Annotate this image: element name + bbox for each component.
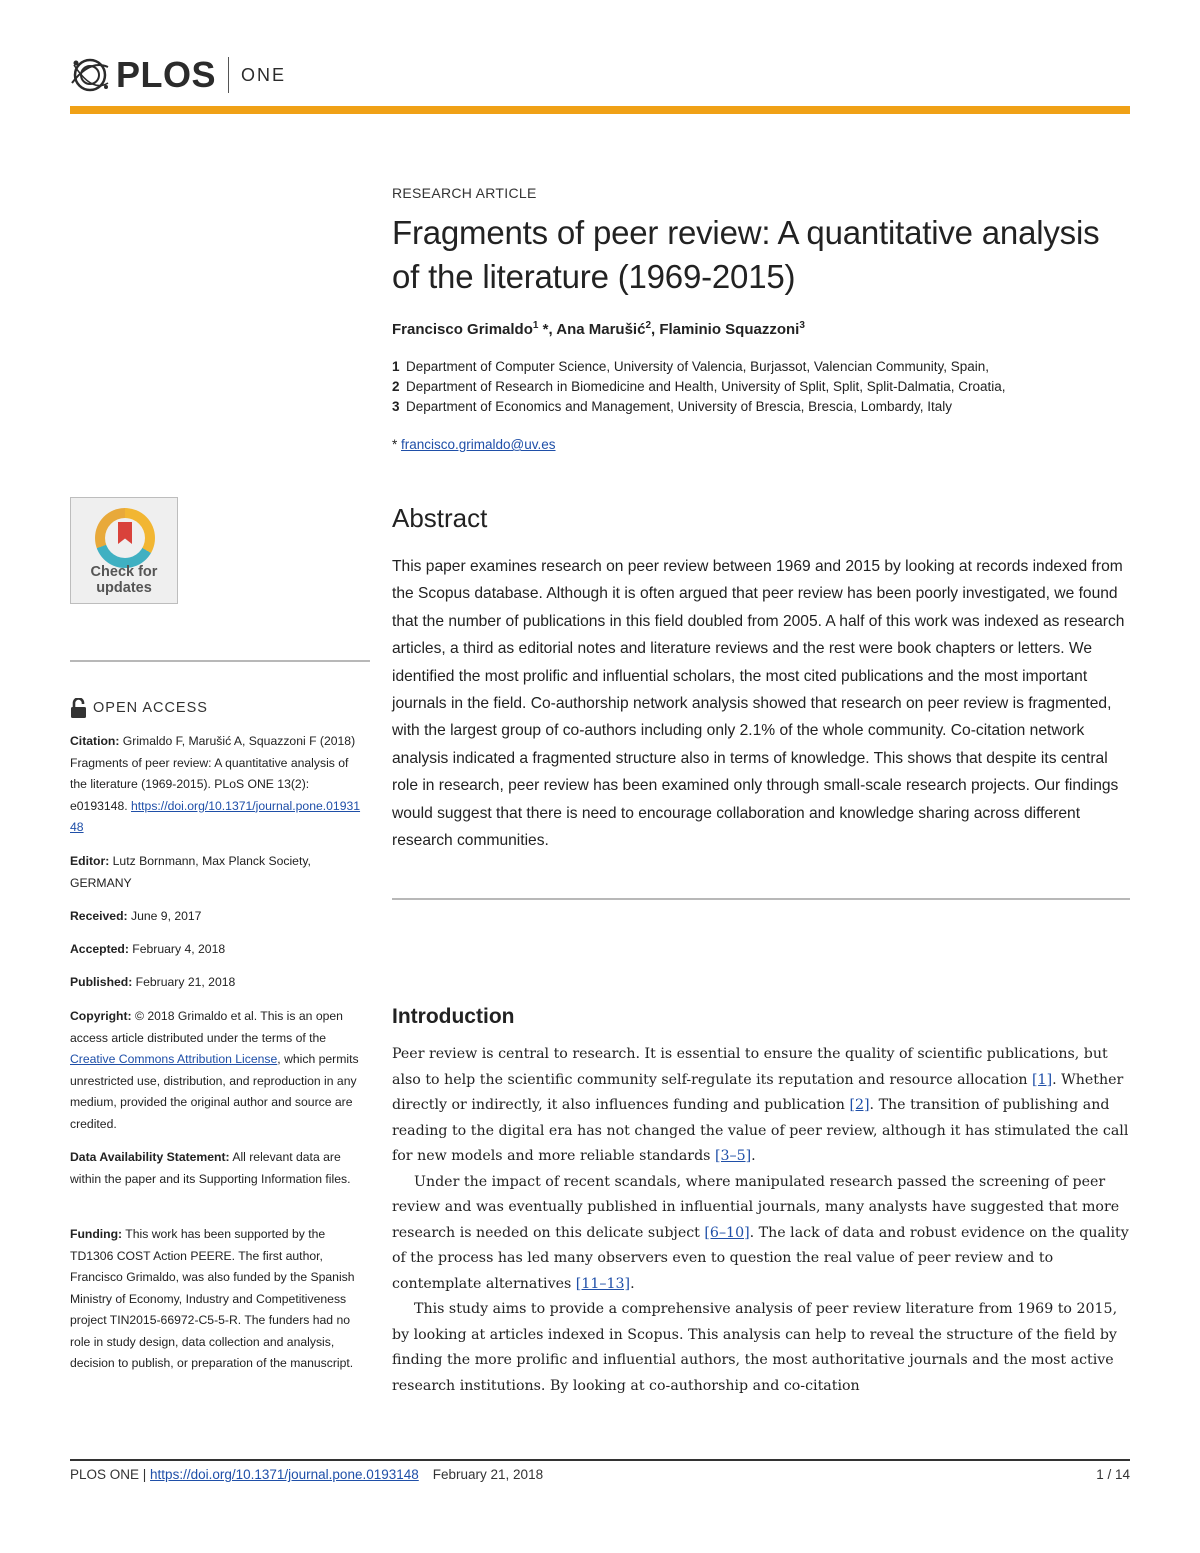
author-separator: *,	[538, 321, 557, 338]
article-title: Fragments of peer review: A quantitative analysis of the literature (1969-2015)	[392, 214, 1100, 295]
intro-text-run: Peer review is central to research. It is essential to ensure the quality of scientific publications, but also to help the scientific community self-regulate its reputation and resource allocation	[392, 1046, 1108, 1088]
author-affil-sup: 2	[645, 320, 651, 331]
corresponding-email-link[interactable]: francisco.grimaldo@uv.es	[401, 437, 556, 452]
header-accent-bar	[70, 106, 1130, 114]
check-for-updates-badge[interactable]	[70, 497, 178, 604]
introduction-heading: Introduction	[392, 1005, 515, 1028]
copyright-block	[70, 1006, 365, 1135]
badge-label-line: Check for	[90, 564, 158, 580]
accepted-date: February 4, 2018	[128, 942, 226, 956]
license-link[interactable]: Creative Commons Attribution License	[70, 1052, 278, 1066]
page-footer	[70, 1467, 1130, 1482]
published-block	[70, 972, 365, 994]
abstract-divider	[392, 898, 1130, 900]
intro-text-run: .	[630, 1275, 635, 1292]
corresponding-author	[392, 437, 1132, 452]
intro-paragraph	[392, 1297, 1132, 1399]
badge-label-line: updates	[96, 580, 152, 596]
affiliation-number: 1	[392, 359, 400, 374]
affiliation-list	[392, 357, 1132, 417]
abstract-heading: Abstract	[392, 503, 488, 533]
open-access-label	[70, 697, 208, 719]
footer-separator: |	[139, 1467, 151, 1482]
author-affil-sup: 3	[799, 320, 805, 331]
intro-text-run: Under the impact of recent scandals, where manipulated research passed the screening of peer review and was eventually published in influential journals, many analysts have suggested that more research is needed on this delicate subject	[392, 1173, 1120, 1241]
citation-ref-link[interactable]: [2]	[849, 1097, 870, 1113]
affiliation-number: 3	[392, 399, 400, 414]
journal-name-sub: ONE	[241, 64, 287, 85]
data-availability-text: All relevant data are within the paper and its Supporting Information files.	[70, 1150, 351, 1186]
citation-ref-link[interactable]: [3–5]	[714, 1148, 752, 1164]
accepted-label: Accepted:	[70, 942, 129, 956]
intro-text-run: This study aims to provide a comprehensive analysis of peer review literature from 1969 to 2015, by looking at articles indexed in Scopus. This analysis can help to reveal the structure of the field by finding the more prolific and influential authors, the most authoritative journals and the most active research institutions. By looking at co-authorship and co-citation	[392, 1301, 1118, 1394]
citation-label: Citation:	[70, 734, 120, 748]
intro-text-run: . The transition of publishing and reading to the digital era has not changed the value of peer review, although it has stimulated the call for new models and more reliable standards	[392, 1097, 1129, 1164]
citation-doi-link[interactable]: https://doi.org/10.1371/journal.pone.0193148	[70, 798, 361, 834]
footer-journal: PLOS ONE	[70, 1467, 140, 1482]
editor-text: Lutz Bornmann, Max Planck Society, GERMANY	[70, 854, 311, 890]
plos-logo-icon	[68, 53, 112, 97]
affiliation-item	[392, 397, 1132, 417]
corresponding-mark: *	[392, 437, 402, 452]
citation-ref-link[interactable]: [1]	[1032, 1071, 1053, 1088]
author-name: Flaminio Squazzoni	[659, 321, 800, 338]
editor-block	[70, 851, 365, 894]
introduction-body	[392, 1042, 1132, 1399]
citation-block	[70, 731, 365, 839]
copyright-text: © 2018 Grimaldo et al. This is an open access article distributed under the terms of the	[70, 1009, 343, 1045]
update-ring-center	[105, 518, 145, 558]
sidebar-divider	[70, 660, 370, 662]
affiliation-item	[392, 377, 1132, 397]
affiliation-text: Department of Economics and Management, University of Brescia, Brescia, Lombardy, Italy	[406, 399, 952, 414]
received-date: June 9, 2017	[127, 909, 202, 923]
data-availability-block	[70, 1147, 365, 1190]
author-affil-sup: 1	[532, 320, 539, 331]
intro-paragraph	[392, 1170, 1132, 1298]
author-list	[392, 320, 1132, 338]
funding-text: This work has been supported by the TD1306 COST Action PEERE. The first author, Francisco Grimaldo, was also funded by the Spanish Ministry of Economy, Industry and Competitiveness project TIN2015-66972-C5-5-R. The funders had no role in study design, data collection and analysis, decision to publish, or preparation of the manuscript.	[70, 1227, 355, 1370]
page-number: 1 / 14	[1096, 1467, 1130, 1482]
author-separator: ,	[651, 321, 660, 338]
author-name: Ana Marušić	[556, 321, 646, 338]
affiliation-item	[392, 357, 1132, 377]
logo-divider	[228, 57, 229, 93]
intro-paragraph	[392, 1042, 1132, 1170]
accepted-block	[70, 939, 365, 961]
journal-logo	[68, 52, 286, 98]
received-block	[70, 906, 365, 928]
intro-text-run: .	[751, 1148, 756, 1164]
footer-date: February 21, 2018	[432, 1467, 544, 1482]
intro-text-run: . Whether directly or indirectly, it also influences funding and publication	[392, 1071, 1124, 1113]
received-label: Received:	[70, 909, 128, 923]
funding-label: Funding:	[70, 1227, 123, 1241]
copyright-label: Copyright:	[70, 1009, 132, 1023]
footer-doi-link[interactable]: https://doi.org/10.1371/journal.pone.0193148	[150, 1467, 419, 1482]
affiliation-text: Department of Computer Science, University of Valencia, Burjassot, Valencian Community, Spain,	[406, 359, 990, 374]
update-ring-icon	[95, 508, 155, 568]
funding-block	[70, 1224, 365, 1375]
footer-divider	[70, 1459, 1130, 1461]
author-name: Francisco Grimaldo	[392, 321, 533, 338]
badge-label	[71, 564, 177, 596]
citation-text: Grimaldo F, Marušić A, Squazzoni F (2018) Fragments of peer review: A quantitative analysis of the literature (1969-2015). PLoS ONE 13(2): e0193148.	[70, 734, 356, 813]
journal-name-short: PLOS	[116, 54, 217, 95]
data-availability-label: Data Availability Statement:	[70, 1150, 230, 1164]
open-access-text: OPEN ACCESS	[93, 700, 208, 716]
affiliation-number: 2	[392, 379, 400, 394]
bookmark-icon	[118, 522, 132, 544]
intro-text-run: . The lack of data and robust evidence on the quality of the process has led many observers even to question the real value of peer review and to contemplate alternatives	[392, 1224, 1129, 1292]
citation-ref-link[interactable]: [6–10]	[704, 1224, 750, 1241]
affiliation-text: Department of Research in Biomedicine and Health, University of Split, Split, Split-Dalmatia, Croatia,	[406, 379, 1006, 394]
copyright-text-cont: , which permits unrestricted use, distribution, and reproduction in any medium, provided the original author and source are credited.	[70, 1052, 359, 1131]
article-type: RESEARCH ARTICLE	[392, 185, 537, 201]
published-label: Published:	[70, 975, 133, 989]
editor-label: Editor:	[70, 854, 110, 868]
published-date: February 21, 2018	[132, 975, 236, 989]
open-lock-icon	[70, 698, 87, 718]
citation-ref-link[interactable]: [11–13]	[575, 1275, 631, 1292]
abstract-text: This paper examines research on peer review between 1969 and 2015 by looking at records indexed from the Scopus database. Although it is often argued that peer review has been poorly investigated, we found that the number of publications in this field doubled from 2005. A half of this work was indexed as research articles, a third as editorial notes and literature reviews and the rest were book chapters or letters. We identified the most prolific and influential scholars, the most cited publications and the most important journals in the field. Co-authorship network analysis showed that research on peer review is fragmented, with the largest group of co-authors including only 2.1% of the whole community. Co-citation network analysis indicated a fragmented structure also in terms of knowledge. This shows that despite its central role in research, peer review has been examined only through small-scale research projects. Our findings would suggest that there is need to encourage collaboration and knowledge sharing across different research communities.	[392, 558, 1125, 850]
